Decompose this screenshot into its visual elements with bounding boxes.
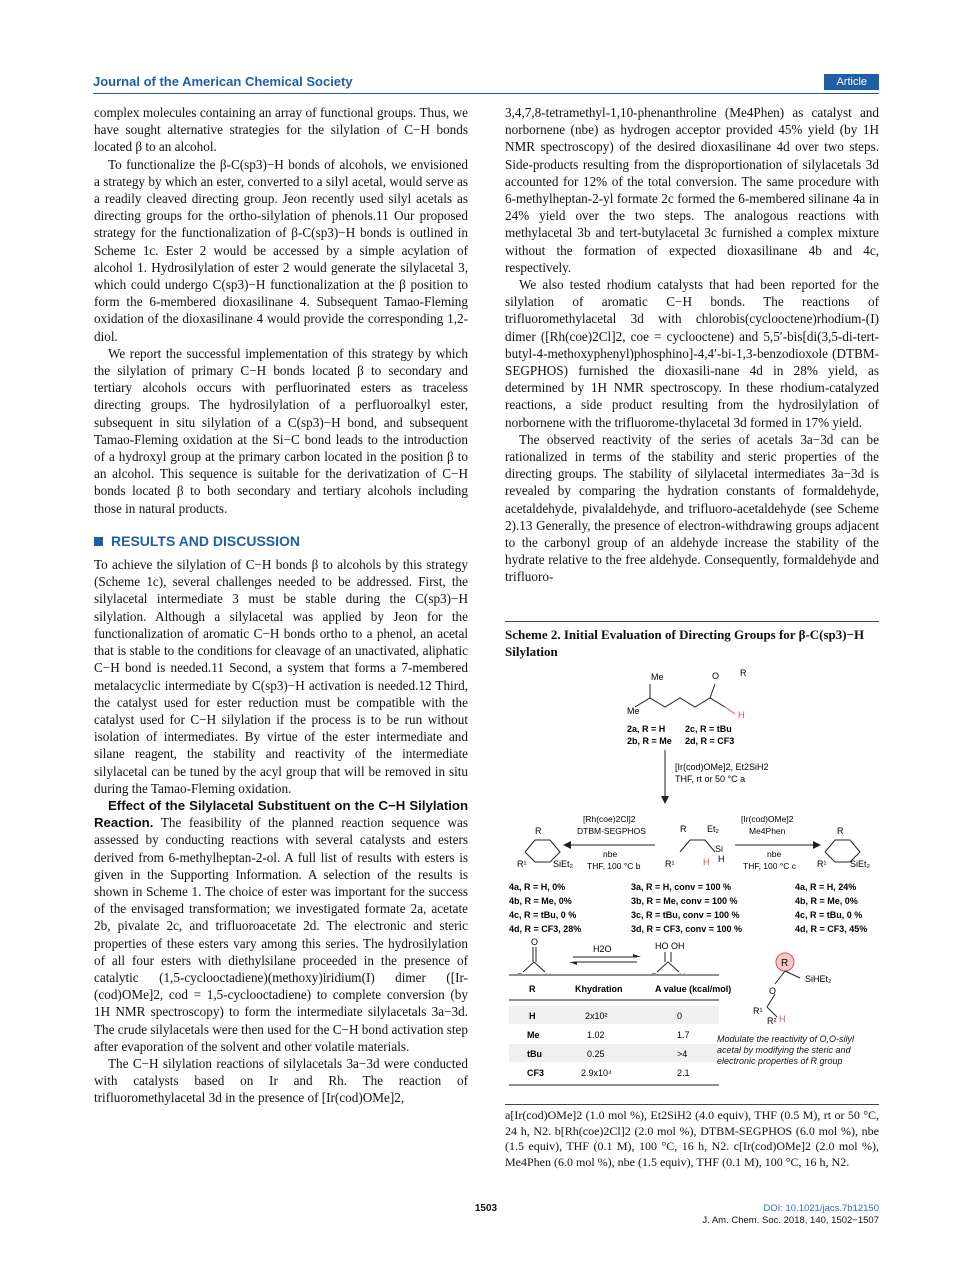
- page-number: 1503: [474, 1203, 498, 1214]
- svg-text:R: R: [680, 824, 687, 834]
- rh-cond-3: nbe: [603, 849, 618, 859]
- svg-text:R¹: R¹: [517, 859, 527, 869]
- svg-text:tBu: tBu: [527, 1049, 542, 1059]
- ir2-cond-3: nbe: [767, 849, 782, 859]
- scheme-graphic: [505, 662, 879, 1102]
- svg-text:SiHEt₂: SiHEt₂: [805, 974, 832, 984]
- section-heading: RESULTS AND DISCUSSION: [94, 533, 468, 550]
- svg-text:Si: Si: [715, 844, 724, 854]
- svg-text:0.25: 0.25: [587, 1049, 605, 1059]
- footnote-rule: [505, 1104, 879, 1105]
- svg-text:R: R: [529, 984, 536, 994]
- svg-text:Me: Me: [527, 1030, 540, 1040]
- left-paragraph-4: To achieve the silylation of C−H bonds β to alcohols by this strategy (Scheme 1c), several challenges needed to be addressed. First, the silylacetal intermediate 3 must be stable during the C(sp3)−H silylation. Although a silylacetal was applied by Jeon for the functionalization of aromatic C−H bonds ortho to a phenol, an acetal that is stable to the conditions for cleavage of an unactivated, aliphatic C−H bond is needed.11 Second, a system that forms a 7-membered metalacyclic intermediate by C(sp3)−H activation is needed.12 Third, the catalyst used for ester reduction must be compatible with the catalyst used for C−H silylation if the process is to be run without isolation of intermediates. By virtue of the ester intermediate and silane reagent, the stability and reactivity of the intermediate silylacetal can be tuned by the acyl group that will be removed in situ during the Tamao-Fleming oxidation.: [94, 557, 468, 796]
- scheme-footnote: a[Ir(cod)OMe]2 (1.0 mol %), Et2SiH2 (4.0 equiv), THF (0.5 M), rt or 50 °C, 24 h, N2. b[Rh(coe)2Cl]2 (2.0 mol %), DTBM-SEGPHOS (6.0 mol %), nbe (1.5 equiv), THF (0.1 M), 100 °C, 16 h, N2. c[Ir(cod)OMe]2 (2.0 mol %), Me4Phen (6.0 mol %), nbe (1.5 equiv), THF (0.1 M), 100 °C, 16 h, N2.: [505, 1108, 879, 1169]
- label-2b: 2b, R = Me: [627, 736, 672, 746]
- svg-text:4b, R = Me, 0%: 4b, R = Me, 0%: [795, 896, 858, 906]
- svg-text:O: O: [712, 671, 720, 681]
- svg-text:2.9x10⁴: 2.9x10⁴: [581, 1068, 612, 1078]
- right-paragraph-3: The observed reactivity of the series of acetals 3a−3d can be rationalized in terms of the stability and steric properties of the directing groups. The stability of silylacetal intermediates 3a−3d is revealed by comparing the hydration constants of formaldehyde, acetaldehyde, pivalaldehyde, and trifluoro-acetaldehyde (see Scheme 2).13 Generally, the presence of electron-withdrawing groups adjacent to the carbonyl group of an aldehyde increase the stability of the hydrate relative to the free aldehyde. Consequently, formaldehyde and trifluoro-: [505, 431, 879, 585]
- svg-text:SiEt₂: SiEt₂: [553, 859, 573, 869]
- svg-text:3b, R = Me, conv = 100 %: 3b, R = Me, conv = 100 %: [631, 896, 738, 906]
- svg-text:4c, R = tBu, 0 %: 4c, R = tBu, 0 %: [795, 910, 863, 920]
- header-rule: [93, 93, 879, 94]
- svg-text:2.1: 2.1: [677, 1068, 690, 1078]
- svg-text:HO: HO: [655, 941, 669, 951]
- svg-text:4a, R = H, 24%: 4a, R = H, 24%: [795, 882, 857, 892]
- svg-text:3d, R = CF3, conv = 100 %: 3d, R = CF3, conv = 100 %: [631, 924, 743, 934]
- page-header: [93, 74, 879, 92]
- svg-text:>4: >4: [677, 1049, 688, 1059]
- scheme-figure: [505, 662, 879, 1102]
- ir2-cond-1: [Ir(cod)OMe]2: [741, 814, 794, 824]
- label-2a: 2a, R = H: [627, 724, 666, 734]
- ir-conditions-1: [Ir(cod)OMe]2, Et2SiH2: [675, 762, 769, 772]
- svg-text:H: H: [703, 857, 710, 867]
- left-paragraph-3: We report the successful implementation of this strategy by which the silylation of primary C−H bonds located β to secondary and tertiary alcohols occurs with perfluorinated esters as traceless directing groups. The hydrosilylation of a perfluoroalkyl ester, subsequent in situ silylation of a C(sp3)−H bond, and subsequent Tamao-Fleming oxidation at the Si−C bond leads to the introduction of a hydroxyl group at the primary carbon located in the position β to an alcohol. This sequence is suitable for the derivatization of C−H bonds located β to both secondary and tertiary alcohols including those in natural products.: [94, 345, 468, 516]
- svg-text:Et₂: Et₂: [707, 824, 719, 834]
- svg-text:3c, R = tBu, conv = 100 %: 3c, R = tBu, conv = 100 %: [631, 910, 740, 920]
- left-paragraph-6: The C−H silylation reactions of silylacetals 3a−3d were conducted with catalysts based on Ir and Rh. The reaction of trifluoromethylacetal 3d in the presence of [Ir(cod)OMe]2,: [94, 1055, 468, 1106]
- svg-text:4b, R = Me, 0%: 4b, R = Me, 0%: [509, 896, 572, 906]
- svg-text:R: R: [535, 826, 542, 836]
- svg-text:4c, R = tBu, 0 %: 4c, R = tBu, 0 %: [509, 910, 577, 920]
- left-paragraph-5: Effect of the Silylacetal Substituent on the C−H Silylation Reaction. The feasibility of the planned reaction sequence was assessed by conducting reactions with several catalysts and esters derived from 6-methylheptan-2-ol. A full list of results with esters is given in the Supporting Information. A selection of the results is shown in Scheme 1. The choice of ester was important for the success of the envisaged transformation; we investigated formate 2a, acetate 2b, pivalate 2c, and trifluoroacetate 2d. The electronic and steric properties of these esters vary among this series. The hydrosilylation of all four esters with diethylsilane proceeded in the presence of catalytic (1,5-cyclooctadiene)(methoxy)iridium(I) dimer ([Ir-(cod)OMe]2, cod = 1,5-cyclooctadiene) to complete conversion (by 1H NMR spectroscopy) to form the intermediate silylacetals 3a−3d. The crude silylacetals were then used for the C−H bond activation step after evaporation of the solvent and other volatile materials.: [94, 797, 469, 1054]
- right-column: [505, 104, 879, 586]
- scheme-top-rule: [505, 621, 879, 622]
- ir2-cond-2: Me4Phen: [749, 826, 786, 836]
- label-2d: 2d, R = CF3: [685, 736, 735, 746]
- svg-text:SiEt₂: SiEt₂: [850, 859, 870, 869]
- svg-text:CF3: CF3: [527, 1068, 545, 1078]
- svg-text:R: R: [781, 958, 789, 969]
- svg-text:A value (kcal/mol): A value (kcal/mol): [655, 984, 732, 994]
- svg-text:2x10²: 2x10²: [585, 1011, 608, 1021]
- rh-cond-1: [Rh(coe)2Cl]2: [583, 814, 636, 824]
- journal-title[interactable]: Journal of the American Chemical Society: [93, 74, 353, 89]
- doi-block: [702, 1203, 879, 1227]
- article-badge: Article: [824, 74, 879, 90]
- subsection-heading: Effect of the Silylacetal Substituent on the C−H Silylation Reaction.: [94, 797, 468, 831]
- svg-text:1.7: 1.7: [677, 1030, 690, 1040]
- svg-text:Khydration: Khydration: [575, 984, 623, 994]
- svg-text:O: O: [769, 986, 777, 996]
- svg-text:O: O: [531, 937, 539, 947]
- label-2c: 2c, R = tBu: [685, 724, 732, 734]
- right-paragraph-1: 3,4,7,8-tetramethyl-1,10-phenanthroline (Me4Phen) as catalyst and norbornene (nbe) as hydrogen acceptor provided 45% yield (by 1H NMR spectroscopy) of the desired dioxasilinane 4d over two steps. Side-products resulting from the disproportionation of silylacetals 3d accounted for 12% of the total conversion. The same procedure with 6-methylheptan-2-yl formate 2c formed the 6-membered silinane 4a in 24% yield over the two steps. The analogous reactions with methylacetal 3b and tert-butylacetal 3c furnished a complex mixture without the formation of expected dioxasilinane 4b and 4c, respectively.: [505, 105, 879, 275]
- svg-text:R: R: [740, 668, 747, 678]
- svg-text:4a, R = H, 0%: 4a, R = H, 0%: [509, 882, 566, 892]
- left-paragraph-2: To functionalize the β-C(sp3)−H bonds of alcohols, we envisioned a strategy by which an ester, converted to a silyl acetal, would serve as a readily cleaved directing group. Jeon recently used silyl acetals as directing groups for the ortho-silylation of phenols.11 Our proposed strategy for the functionalization of β-C(sp3)−H bonds is outlined in Scheme 1c. Ester 2 would be accessed by a simple acylation of alcohol 1. Hydrosilylation of ester 2 would generate the silylacetal 3, which could undergo C(sp3)−H functionalization at the β position to form the 6-membered dioxasilinane 4. Subsequent Tamao-Fleming oxidation of the dioxasilinane 4 would provide the corresponding 1,2-diol.: [94, 156, 468, 344]
- svg-text:R¹: R¹: [665, 859, 675, 869]
- citation: J. Am. Chem. Soc. 2018, 140, 1502−1507: [702, 1215, 879, 1226]
- svg-text:OH: OH: [671, 941, 685, 951]
- svg-text:H: H: [738, 710, 745, 720]
- svg-text:R²: R²: [767, 1016, 777, 1026]
- me-label: Me: [651, 672, 664, 682]
- right-paragraph-2: We also tested rhodium catalysts that had been reported for the silylation of aromatic C−H bonds. The reactions of trifluoromethylacetal 3d with chlorobis(cyclooctene)rhodium-(I) dimer ([Rh(coe)2Cl]2, coe = cyclooctene) and 5,5′-bis[di(3,5-di-tert-butyl-4-methoxyphenyl)phosphino]-4,4′-bi-1,3-benzodioxole (DTBM-SEGPHOS) furnished the dioxasili-nane 4d in 28% yield, as determined by 1H NMR spectroscopy. In these rhodium-catalyzed reactions, a side product resulting from the hydrosilylation of norbornene with the trifluorome-thylacetal 3d formed in 17% yield.: [505, 277, 879, 430]
- result-rows: [509, 882, 867, 934]
- svg-text:3a, R = H, conv = 100 %: 3a, R = H, conv = 100 %: [631, 882, 732, 892]
- h2o-label: H2O: [593, 944, 612, 954]
- scheme-title: Scheme 2. Initial Evaluation of Directing Groups for β-C(sp3)−H Silylation: [505, 627, 865, 659]
- ir2-cond-4: THF, 100 °C c: [743, 861, 796, 871]
- ir-conditions-2: THF, rt or 50 °C a: [675, 774, 746, 784]
- hydration-table: [509, 974, 731, 1086]
- ester-structure: [635, 684, 735, 714]
- left-column: [94, 104, 468, 1107]
- svg-text:H: H: [718, 854, 725, 864]
- svg-text:R¹: R¹: [817, 859, 827, 869]
- svg-text:H: H: [779, 1014, 786, 1024]
- svg-text:1.02: 1.02: [587, 1030, 605, 1040]
- svg-text:R¹: R¹: [753, 1006, 763, 1016]
- rh-cond-2: DTBM-SEGPHOS: [577, 826, 646, 836]
- svg-text:4d, R = CF3, 45%: 4d, R = CF3, 45%: [795, 924, 868, 934]
- rh-cond-4: THF, 100 °C b: [587, 861, 641, 871]
- section-square-icon: [94, 537, 103, 546]
- product-rings: [525, 840, 860, 862]
- svg-text:H: H: [529, 1011, 536, 1021]
- doi-link[interactable]: DOI: 10.1021/jacs.7b12150: [763, 1203, 879, 1214]
- left-paragraph-1: complex molecules containing an array of functional groups. Thus, we have sought alternative strategies for the silylation of C−H bonds located β to an alcohol.: [94, 105, 468, 155]
- svg-text:4d, R = CF3, 28%: 4d, R = CF3, 28%: [509, 924, 582, 934]
- svg-text:Me: Me: [627, 706, 640, 716]
- svg-text:R: R: [837, 826, 844, 836]
- scheme-note: Modulate the reactivity of O,O-silyl acetal by modifying the steric and electronic properties of R group: [717, 1034, 855, 1066]
- svg-text:0: 0: [677, 1011, 683, 1021]
